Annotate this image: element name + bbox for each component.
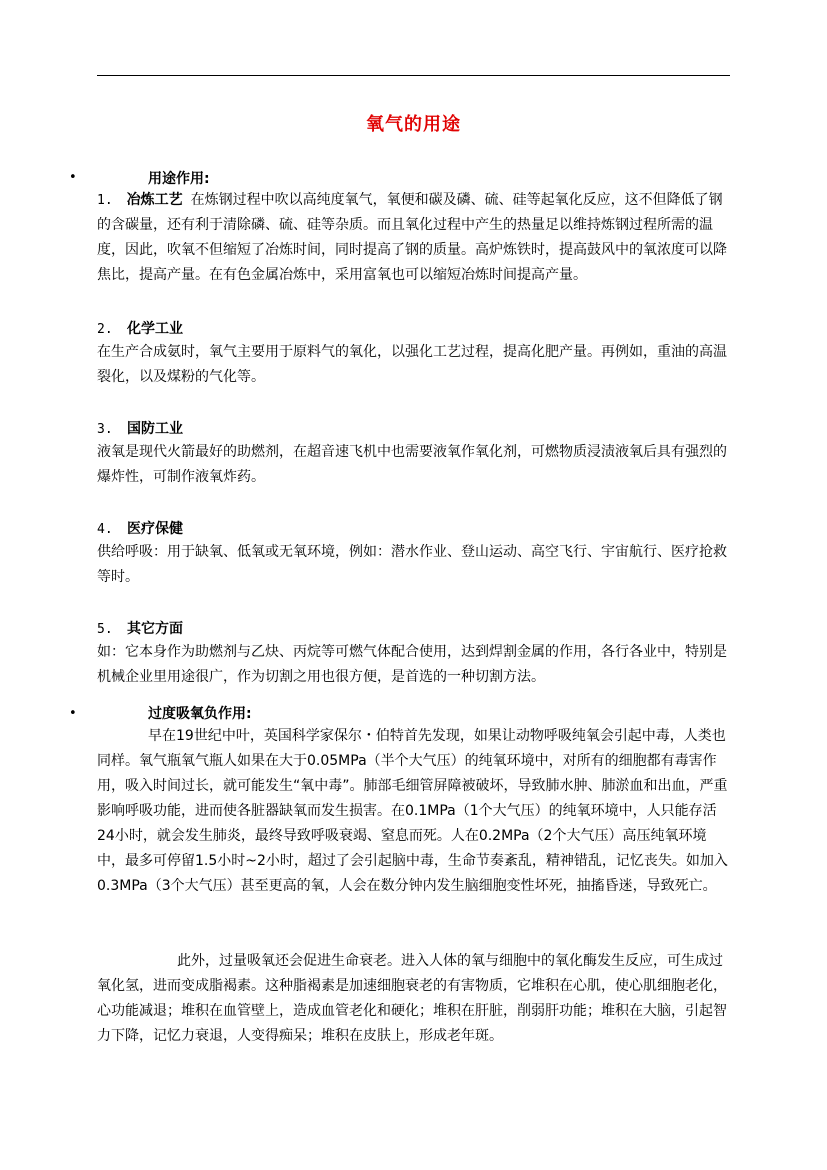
bullet-marker: • [69,706,77,721]
bullet-marker: • [69,170,77,185]
item-heading [97,418,183,438]
item-number: 4. [97,522,113,537]
item-name: 医疗保健 [127,521,183,537]
item-text: 供给呼吸：用于缺氧、低氧或无氧环境，例如：潜水作业、登山运动、高空飞行、宇宙航行、医疗抢救等时。 [97,544,727,585]
item-heading [97,318,183,338]
item-text: 液氧是现代火箭最好的助燃剂，在超音速飞机中也需要液氧作氧化剂，可燃物质浸渍液氧后具有强烈的爆炸性，可制作液氧炸药。 [97,444,727,485]
section-heading-side-effects: 过度吸氧负作用: [148,706,252,722]
item-number: 2. [97,322,113,337]
item-number: 5. [97,622,113,637]
item-heading [97,518,183,538]
side-effects-paragraph-1: 早在19世纪中叶，英国科学家保尔・伯特首先发现，如果让动物呼吸纯氧会引起中毒，人类也同样。氧气瓶氧气瓶人如果在大于0.05MPa（半个大气压）的纯氧环境中，对所有的细胞都有毒害作用，吸入时间过长，就可能发生“氧中毒”。肺部毛细管屏障被破坏，导致肺水肿、肺淤血和出血，严重影响呼吸功能，进而使各脏器缺氧而发生损害。在0.1MPa（1个大气压）的纯氧环境中，人只能存活24小时，就会发生肺炎，最终导致呼吸衰竭、窒息而死。人在0.2MPa（2个大气压）高压纯氧环境中，最多可停留1.5小时~2小时，超过了会引起脑中毒，生命节奏紊乱，精神错乱，记忆丧失。如加入0.3MPa（3个大气压）甚至更高的氧，人会在数分钟内发生脑细胞变性坏死，抽搐昏迷，导致死亡。 [97,728,728,894]
item-heading [97,618,183,638]
item-name: 化学工业 [127,321,183,337]
side-effects-paragraph-2: 此外，过量吸氧还会促进生命衰老。进入人体的氧与细胞中的氧化酶发生反应，可生成过氧化氢，进而变成脂褐素。这种脂褐素是加速细胞衰老的有害物质，它堆积在心肌，使心肌细胞老化，心功能减退；堆积在血管壁上，造成血管老化和硬化；堆积在肝脏，削弱肝功能；堆积在大脑，引起智力下降，记忆力衰退，人变得痴呆；堆积在皮肤上，形成老年斑。 [97,953,727,1044]
item-text: 如：它本身作为助燃剂与乙炔、丙烷等可燃气体配合使用，达到焊割金属的作用，各行各业中，特别是机械企业里用途很广，作为切割之用也很方便，是首选的一种切割方法。 [97,644,727,685]
document-title: 氧气的用途 [366,114,461,135]
item-name: 国防工业 [127,421,183,437]
item-text: 在生产合成氨时，氧气主要用于原料气的氧化，以强化工艺过程，提高化肥产量。再例如，重油的高温裂化，以及煤粉的气化等。 [97,344,727,385]
item-number: 1. [97,193,113,208]
item-number: 3. [97,422,113,437]
item-name: 冶炼工艺 [126,192,183,208]
item-paragraph [97,188,731,288]
section-heading-uses: 用途作用: [148,171,210,187]
item-text: 在炼钢过程中吹以高纯度氧气，氧便和碳及磷、硫、硅等起氧化反应，这不但降低了钢的含碳量，还有利于清除磷、硫、硅等杂质。而且氧化过程中产生的热量足以维持炼钢过程所需的温度，因此，吹氧不但缩短了冶炼时间，同时提高了钢的质量。高炉炼铁时，提高鼓风中的氧浓度可以降焦比，提高产量。在有色金属冶炼中，采用富氧也可以缩短冶炼时间提高产量。 [97,192,727,283]
header-rule [97,75,730,76]
item-name: 其它方面 [127,621,183,637]
